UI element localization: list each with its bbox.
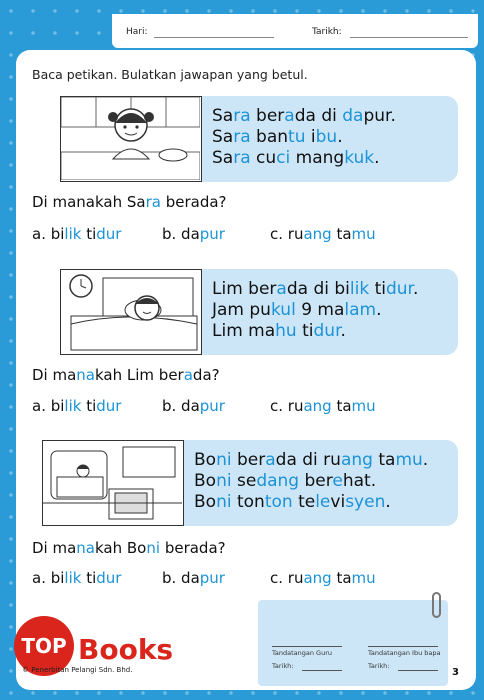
option-2a[interactable]: a. bilik tidur bbox=[32, 397, 122, 415]
topbooks-logo: TOP bbox=[14, 616, 74, 676]
passage-3-line-3: Boni tonton televisyen. bbox=[194, 492, 391, 512]
passage-2-line-3: Lim mahu tidur. bbox=[212, 321, 346, 341]
tarikh-label: Tarikh: bbox=[312, 27, 342, 37]
parent-signature-label: Tandatangan Ibu bapa bbox=[368, 649, 441, 657]
bedroom-illustration bbox=[60, 269, 202, 355]
hari-input-line[interactable] bbox=[154, 37, 274, 38]
kitchen-illustration bbox=[60, 96, 202, 182]
option-1b[interactable]: b. dapur bbox=[162, 225, 225, 243]
parent-date-label: Tarikh: bbox=[368, 662, 390, 670]
option-3c[interactable]: c. ruang tamu bbox=[270, 569, 376, 587]
question-1: Di manakah Sara berada? bbox=[32, 193, 227, 211]
tarikh-input-line[interactable] bbox=[350, 37, 468, 38]
passage-2-line-1: Lim berada di bilik tidur. bbox=[212, 279, 419, 299]
option-1a[interactable]: a. bilik tidur bbox=[32, 225, 122, 243]
option-3b[interactable]: b. dapur bbox=[162, 569, 225, 587]
passage-2-line-2: Jam pukul 9 malam. bbox=[212, 300, 382, 320]
question-2: Di manakah Lim berada? bbox=[32, 366, 220, 384]
passage-1-line-2: Sara bantu ibu. bbox=[212, 127, 343, 147]
passage-1-line-1: Sara berada di dapur. bbox=[212, 106, 396, 126]
passage-2-text bbox=[212, 279, 418, 342]
option-2c[interactable]: c. ruang tamu bbox=[270, 397, 376, 415]
option-3a[interactable]: a. bilik tidur bbox=[32, 569, 122, 587]
worksheet bbox=[16, 50, 476, 690]
passage-3-text bbox=[194, 450, 428, 513]
guru-date-line[interactable] bbox=[302, 670, 342, 671]
passage-1-line-3: Sara cuci mangkuk. bbox=[212, 148, 380, 168]
question-3: Di manakah Boni berada? bbox=[32, 539, 226, 557]
publisher-credit: © Penerbitan Pelangi Sdn. Bhd. bbox=[22, 666, 133, 674]
guru-date-label: Tarikh: bbox=[272, 662, 294, 670]
parent-signature-line[interactable] bbox=[368, 646, 438, 647]
parent-date-line[interactable] bbox=[398, 670, 438, 671]
option-2b[interactable]: b. dapur bbox=[162, 397, 225, 415]
living-room-illustration bbox=[42, 440, 184, 526]
brand-name: Books bbox=[78, 633, 174, 666]
option-1c[interactable]: c. ruang tamu bbox=[270, 225, 376, 243]
paperclip-icon bbox=[432, 592, 441, 618]
date-header bbox=[112, 14, 478, 48]
hari-label: Hari: bbox=[126, 27, 148, 37]
passage-1-text bbox=[212, 106, 396, 169]
guru-signature-line[interactable] bbox=[272, 646, 342, 647]
page-number: 3 bbox=[452, 667, 459, 678]
passage-3-line-2: Boni sedang berehat. bbox=[194, 471, 377, 491]
instruction: Baca petikan. Bulatkan jawapan yang betul. bbox=[32, 67, 308, 82]
passage-3-line-1: Boni berada di ruang tamu. bbox=[194, 450, 429, 470]
signature-box bbox=[258, 600, 448, 686]
guru-signature-label: Tandatangan Guru bbox=[272, 649, 333, 657]
